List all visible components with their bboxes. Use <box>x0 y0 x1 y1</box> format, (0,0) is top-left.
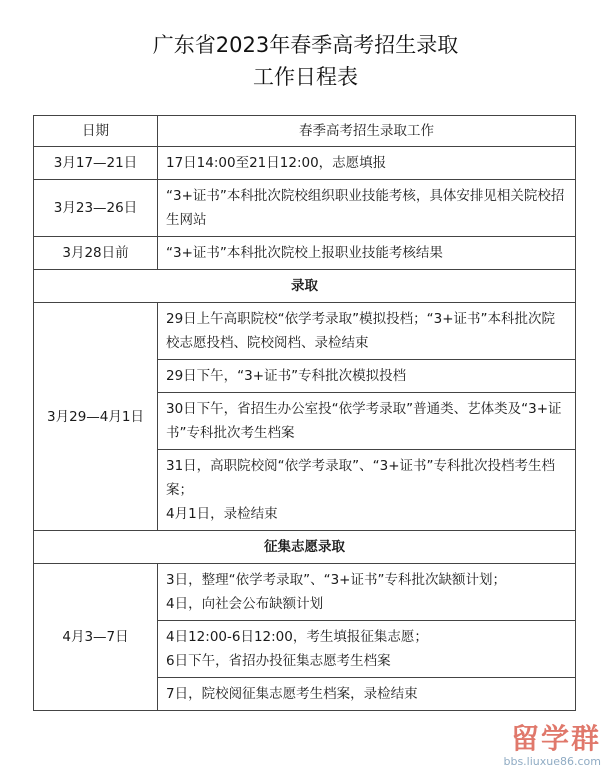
table-header-row <box>34 116 576 147</box>
date-cell: 3月23—26日 <box>34 180 158 237</box>
work-cell <box>158 180 576 237</box>
section-row <box>34 270 576 303</box>
work-text: 29日下午，“3+证书”专科批次模拟投档 <box>166 368 407 384</box>
date-cell: 4月3—7日 <box>34 564 158 711</box>
work-cell <box>158 621 576 678</box>
work-text: 31日，高职院校阅“依学考录取”、“3+证书”专科批次投档考生档案； <box>166 458 556 498</box>
date-cell: 3月17—21日 <box>34 147 158 180</box>
work-text: “3+证书”本科批次院校上报职业技能考核结果 <box>166 245 443 261</box>
watermark-url: bbs.liuxue86.com <box>503 755 601 768</box>
work-text: 6日下午，省招办投征集志愿考生档案 <box>166 653 391 669</box>
work-text: 29日上午高职院校“依学考录取”模拟投档；“3+证书”本科批次院校志愿投档、院校阅档、录检结束 <box>166 311 556 351</box>
work-cell <box>158 303 576 360</box>
work-text: “3+证书”本科批次院校组织职业技能考核，具体安排见相关院校招生网站 <box>166 188 565 228</box>
work-text: 4日，向社会公布缺额计划 <box>166 596 324 612</box>
section-row <box>34 531 576 564</box>
table-row <box>34 237 576 270</box>
date-cell: 3月29—4月1日 <box>34 303 158 531</box>
page-title-line1: 广东省2023年春季高考招生录取 <box>152 33 459 57</box>
work-cell <box>158 393 576 450</box>
work-text: 4日12:00-6日12:00，考生填报征集志愿； <box>166 629 428 645</box>
table-row <box>34 564 576 621</box>
date-column-header: 日期 <box>34 116 158 147</box>
page-title-line2: 工作日程表 <box>253 65 358 89</box>
work-text: 7日，院校阅征集志愿考生档案，录检结束 <box>166 686 418 702</box>
work-cell <box>158 360 576 393</box>
work-cell <box>158 678 576 711</box>
table-row <box>34 303 576 360</box>
site-watermark <box>503 723 601 769</box>
table-row <box>34 180 576 237</box>
work-cell <box>158 450 576 531</box>
table-row <box>34 147 576 180</box>
work-text: 17日14:00至21日12:00，志愿填报 <box>166 155 387 171</box>
watermark-logo: 留学群 <box>510 722 601 755</box>
section-heading-supplementary: 征集志愿录取 <box>34 531 576 564</box>
date-cell: 3月28日前 <box>34 237 158 270</box>
work-text: 30日下午，省招生办公室投“依学考录取”普通类、艺体类及“3+证书”专科批次考生档案 <box>166 401 562 441</box>
work-cell <box>158 147 576 180</box>
work-text: 3日，整理“依学考录取”、“3+证书”专科批次缺额计划； <box>166 572 506 588</box>
work-cell <box>158 564 576 621</box>
section-heading-admission: 录取 <box>34 270 576 303</box>
work-column-header: 春季高考招生录取工作 <box>158 116 576 147</box>
work-cell <box>158 237 576 270</box>
schedule-table <box>33 115 576 711</box>
work-text: 4月1日，录检结束 <box>166 506 278 522</box>
